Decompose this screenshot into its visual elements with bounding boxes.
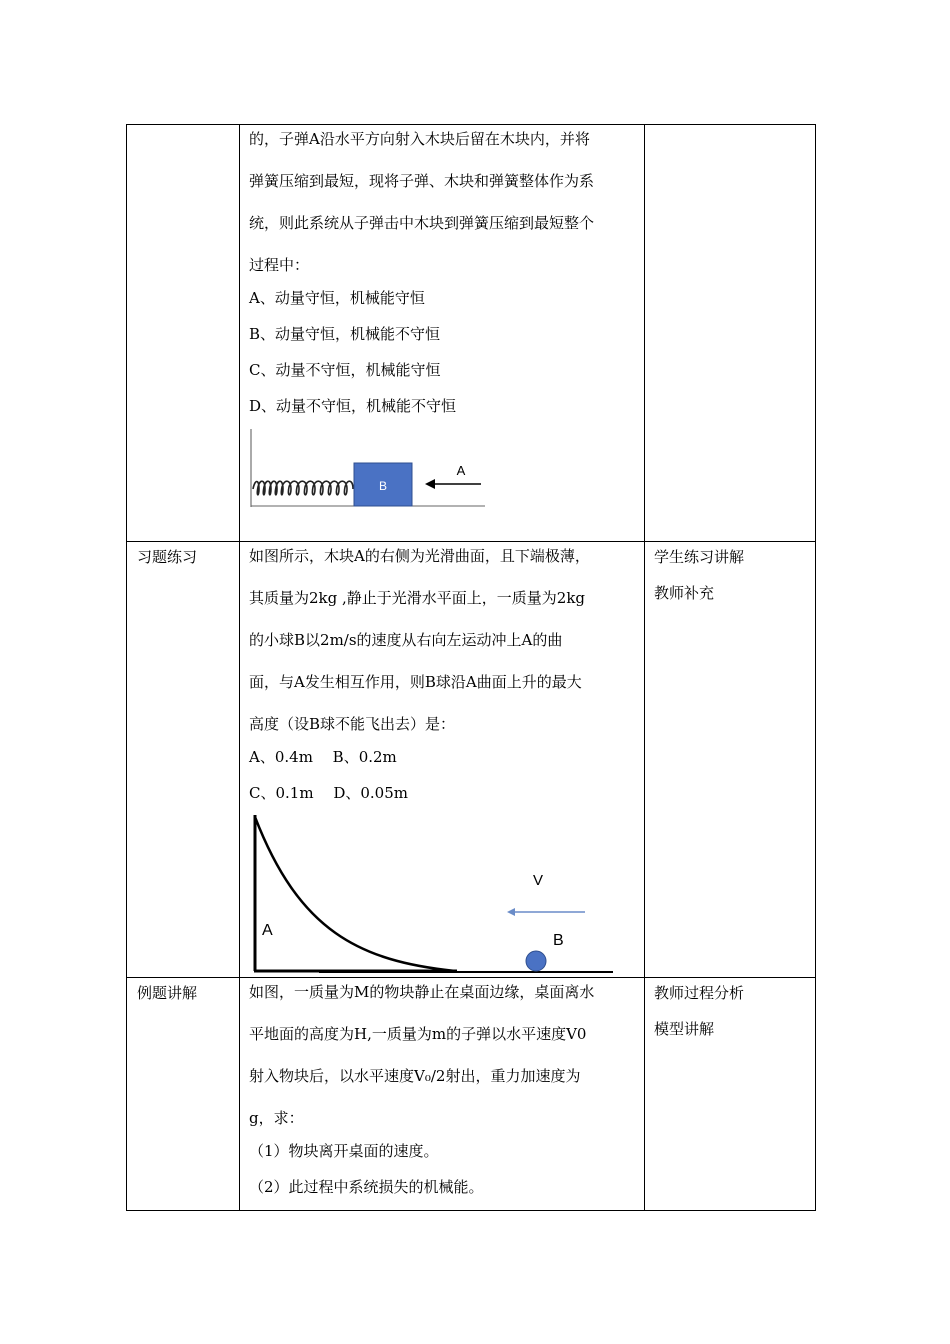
row3-content xyxy=(249,977,639,1211)
ball-b-label: B xyxy=(553,932,564,949)
row-label: 习题练习 xyxy=(137,548,198,566)
text-line: 射入物块后，以水平速度V₀/2射出，重力加速度为 xyxy=(249,1067,581,1085)
note-line: 教师补充 xyxy=(654,584,715,602)
option-d: D、动量不守恒，机械能不守恒 xyxy=(249,397,457,415)
row2-content xyxy=(249,541,639,977)
text-line: 如图所示，木块A的右侧为光滑曲面，且下端极薄， xyxy=(249,547,590,565)
text-line: 其质量为2kg ,静止于光滑水平面上，一质量为2kg xyxy=(249,589,586,607)
text-line: 弹簧压缩到最短，现将子弹、木块和弹簧整体作为系 xyxy=(249,172,595,190)
velocity-arrow-head xyxy=(507,908,515,916)
option-b: B、动量守恒，机械能不守恒 xyxy=(249,325,441,343)
option-a: A、动量守恒，机械能守恒 xyxy=(249,289,425,307)
text-line: 的，子弹A沿水平方向射入木块后留在木块内，并将 xyxy=(249,130,590,148)
column-divider xyxy=(644,125,645,1210)
text-line: 高度（设B球不能飞出去）是： xyxy=(249,715,456,733)
question-1: （1）物块离开桌面的速度。 xyxy=(249,1142,439,1160)
question-2: （2）此过程中系统损失的机械能。 xyxy=(249,1178,484,1196)
lesson-table xyxy=(126,124,816,1211)
text-line: 如图，一质量为M的物块静止在桌面边缘，桌面离水 xyxy=(249,983,595,1001)
row1-content xyxy=(249,125,639,541)
text-line: 平地面的高度为H,一质量为m的子弹以水平速度V0 xyxy=(249,1025,587,1043)
block-a-curve xyxy=(255,817,455,971)
text-line: 统，则此系统从子弹击中木块到弹簧压缩到最短整个 xyxy=(249,214,595,232)
column-divider xyxy=(239,125,240,1210)
block-a-label: A xyxy=(262,922,273,939)
velocity-label: V xyxy=(533,872,544,889)
row-label: 例题讲解 xyxy=(137,984,198,1002)
curved-block-figure xyxy=(249,811,629,977)
text-line: 过程中： xyxy=(249,256,310,274)
spring-block-figure xyxy=(249,427,489,509)
option-c: C、动量不守恒，机械能守恒 xyxy=(249,361,441,379)
note-line: 教师过程分析 xyxy=(654,984,745,1002)
text-line: 面，与A发生相互作用，则B球沿A曲面上升的最大 xyxy=(249,673,582,691)
bullet-arrow-head xyxy=(425,479,435,489)
option-row-1: A、0.4m B、0.2m xyxy=(249,748,397,766)
ball-b xyxy=(526,951,546,971)
text-line: g，求： xyxy=(249,1109,304,1127)
option-row-2: C、0.1m D、0.05m xyxy=(249,784,408,802)
note-line: 模型讲解 xyxy=(654,1020,715,1038)
note-line: 学生练习讲解 xyxy=(654,548,745,566)
text-line: 的小球B以2m/s的速度从右向左运动冲上A的曲 xyxy=(249,631,563,649)
bullet-label: A xyxy=(456,463,466,478)
block-b-label: B xyxy=(378,479,388,493)
spring-coil xyxy=(253,481,353,495)
